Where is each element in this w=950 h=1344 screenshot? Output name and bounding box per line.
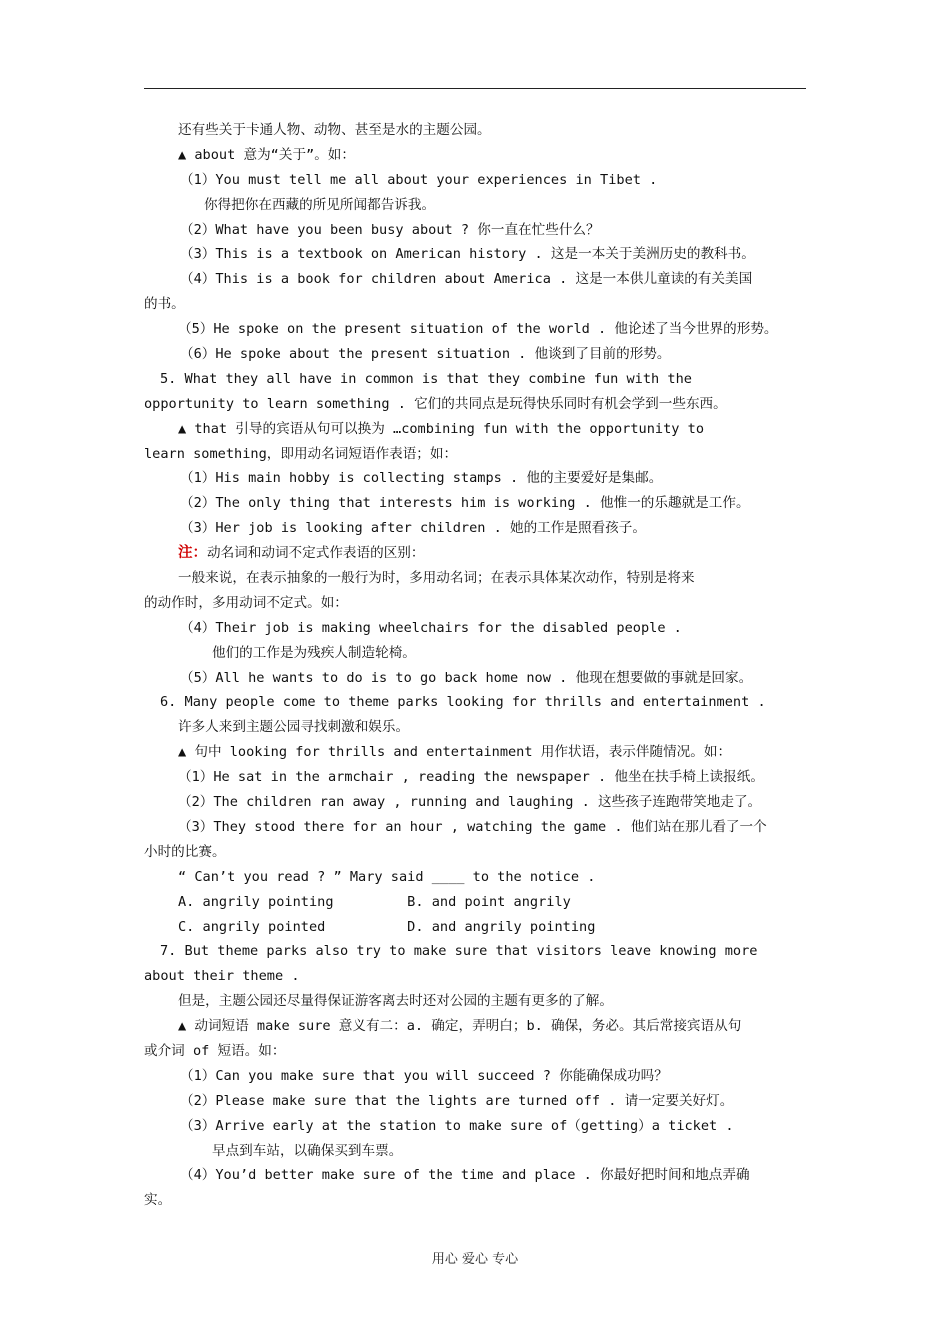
text-line — [144, 840, 808, 865]
text-line — [144, 1064, 808, 1089]
text-line — [144, 466, 808, 491]
text-line — [144, 1188, 808, 1213]
text-line — [144, 641, 808, 666]
line-text: 5. What they all have in common is that they combine fun with the — [160, 370, 692, 387]
line-text: （2）What have you been busy about ? 你一直在忙些什么？ — [180, 221, 600, 238]
line-text: ▲ that 引导的宾语从句可以换为 …combining fun with the opportunity to — [178, 420, 705, 437]
line-text: （4）This is a book for children about America . 这是一本供儿童读的有关美国 — [180, 271, 753, 288]
text-line — [144, 939, 808, 964]
text-line — [144, 218, 808, 243]
line-text: ▲ about 意为“关于”。如： — [178, 146, 355, 163]
line-text: 但是，主题公园还尽量得保证游客离去时还对公园的主题有更多的了解。 — [178, 993, 613, 1010]
text-line — [144, 915, 808, 940]
line-text: （5）All he wants to do is to go back home now . 他现在想要做的事就是回家。 — [180, 669, 753, 686]
text-line — [144, 541, 808, 566]
document-body — [144, 118, 808, 1213]
line-text: 你得把你在西藏的所见所闻都告诉我。 — [204, 196, 436, 213]
text-line — [144, 392, 808, 417]
line-text: 一般来说，在表示抽象的一般行为时，多用动名词；在表示具体某次动作，特别是将来 — [178, 570, 695, 587]
text-line — [144, 1039, 808, 1064]
line-text: 小时的比赛。 — [144, 843, 226, 860]
line-text: 早点到车站，以确保买到车票。 — [212, 1142, 403, 1159]
line-text: “ Can’t you read ? ” Mary said ____ to the notice . — [178, 868, 596, 885]
line-text: ▲ 动词短语 make sure 意义有二：a. 确定，弄明白；b. 确保，务必。其后常接宾语从句 — [178, 1018, 742, 1035]
text-line — [144, 1014, 808, 1039]
line-text: （2）The only thing that interests him is working . 他惟一的乐趣就是工作。 — [180, 495, 750, 512]
line-text: opportunity to learn something . 它们的共同点是玩得快乐同时有机会学到一些东西。 — [144, 395, 727, 412]
line-text: learn something，即用动名词短语作表语；如： — [144, 445, 458, 462]
text-line — [144, 765, 808, 790]
text-line — [144, 715, 808, 740]
text-line — [144, 964, 808, 989]
text-line — [144, 118, 808, 143]
line-text: ▲ 句中 looking for thrills and entertainment 用作状语，表示伴随情况。如： — [178, 744, 732, 761]
text-line — [144, 193, 808, 218]
text-line — [144, 417, 808, 442]
line-text: （1）Can you make sure that you will succeed ? 你能确保成功吗？ — [180, 1067, 668, 1084]
text-line — [144, 242, 808, 267]
text-line — [144, 342, 808, 367]
text-line — [144, 168, 808, 193]
text-line — [144, 790, 808, 815]
text-line — [144, 740, 808, 765]
text-line — [144, 143, 808, 168]
line-text: （1）His main hobby is collecting stamps . 他的主要爱好是集邮。 — [180, 470, 663, 487]
text-line — [144, 690, 808, 715]
text-line — [144, 1163, 808, 1188]
note-label: 注： — [178, 544, 207, 562]
line-text: （1）You must tell me all about your experiences in Tibet . — [180, 171, 658, 188]
line-text: （3）Her job is looking after children . 她的工作是照看孩子。 — [180, 520, 646, 537]
text-line — [144, 616, 808, 641]
line-text: 还有些关于卡通人物、动物、甚至是水的主题公园。 — [178, 122, 491, 138]
line-text: C. angrily pointed D. and angrily pointing — [178, 918, 596, 935]
line-text: 6. Many people come to theme parks looking for thrills and entertainment . — [160, 694, 766, 711]
line-text: 动名词和动词不定式作表语的区别： — [207, 545, 425, 562]
text-line — [144, 865, 808, 890]
line-text: （1）He sat in the armchair , reading the newspaper . 他坐在扶手椅上读报纸。 — [178, 769, 764, 786]
header-rule — [144, 88, 806, 89]
text-line — [144, 442, 808, 467]
text-line — [144, 516, 808, 541]
line-text: 或介词 of 短语。如： — [144, 1042, 286, 1059]
line-text: 许多人来到主题公园寻找刺激和娱乐。 — [178, 719, 410, 736]
line-text: （3）They stood there for an hour , watching the game . 他们站在那儿看了一个 — [178, 818, 767, 835]
line-text: （2）Please make sure that the lights are turned off . 请一定要关好灯。 — [180, 1092, 734, 1109]
line-text: A. angrily pointing B. and point angrily — [178, 893, 571, 910]
line-text: 的动作时，多用动词不定式。如： — [144, 594, 348, 611]
text-line — [144, 1139, 808, 1164]
line-text: （3）Arrive early at the station to make sure of（getting）a ticket . — [180, 1117, 734, 1134]
text-line — [144, 591, 808, 616]
line-text: 的书。 — [144, 296, 185, 313]
line-text: about their theme . — [144, 968, 300, 985]
text-line — [144, 491, 808, 516]
line-text: 实。 — [144, 1192, 172, 1209]
line-text: 他们的工作是为残疾人制造轮椅。 — [212, 644, 416, 661]
text-line — [144, 317, 808, 342]
line-text: 7. But theme parks also try to make sure that visitors leave knowing more — [160, 943, 758, 960]
text-line — [144, 666, 808, 691]
line-text: （5）He spoke on the present situation of the world . 他论述了当今世界的形势。 — [178, 321, 778, 338]
text-line — [144, 989, 808, 1014]
text-line — [144, 292, 808, 317]
text-line — [144, 566, 808, 591]
text-line — [144, 267, 808, 292]
line-text: （4）You’d better make sure of the time and place . 你最好把时间和地点弄确 — [180, 1167, 750, 1184]
line-text: （6）He spoke about the present situation . 他谈到了目前的形势。 — [180, 346, 671, 363]
text-line — [144, 890, 808, 915]
line-text: （2）The children ran away , running and laughing . 这些孩子连跑带笑地走了。 — [178, 794, 762, 811]
line-text: （4）Their job is making wheelchairs for the disabled people . — [180, 619, 682, 636]
text-line — [144, 815, 808, 840]
text-line — [144, 367, 808, 392]
text-line — [144, 1089, 808, 1114]
line-text: （3）This is a textbook on American history . 这是一本关于美洲历史的教科书。 — [180, 246, 755, 263]
page-footer: 用心 爱心 专心 — [431, 1252, 519, 1267]
text-line — [144, 1114, 808, 1139]
